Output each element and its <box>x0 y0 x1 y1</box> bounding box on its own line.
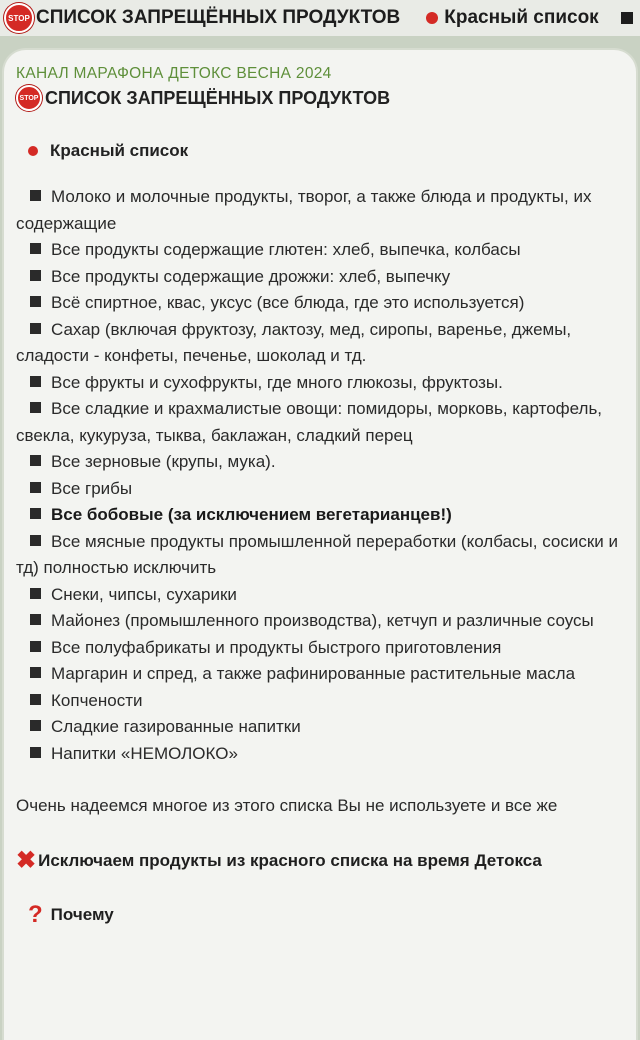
list-item: Сладкие газированные напитки <box>16 714 626 741</box>
square-bullet-icon <box>30 588 41 599</box>
list-item: Все продукты содержащие дрожжи: хлеб, выпечку <box>16 264 626 291</box>
square-bullet-icon <box>30 323 41 334</box>
list-item: Копчености <box>16 688 626 715</box>
list-item: Маргарин и спред, а также рафинированные растительные масла <box>16 661 626 688</box>
square-bullet-icon <box>30 694 41 705</box>
exclude-notice <box>16 849 626 873</box>
list-item: Все грибы <box>16 476 626 503</box>
forbidden-products-list <box>16 184 626 767</box>
list-item: Снеки, чипсы, сухарики <box>16 582 626 609</box>
message-card <box>4 50 636 1040</box>
square-bullet-icon <box>30 641 41 652</box>
why-section-title <box>28 903 626 927</box>
list-item: Все фрукты и сухофрукты, где много глюкозы, фруктозы. <box>16 370 626 397</box>
list-item-highlighted: Все бобовые (за исключением вегетарианцев!) <box>16 502 626 529</box>
square-bullet-icon <box>30 190 41 201</box>
square-bullet-icon <box>621 12 633 24</box>
list-item: Все полуфабрикаты и продукты быстрого приготовления <box>16 635 626 662</box>
stop-sign-icon: STOP <box>4 3 34 33</box>
why-text: Почему <box>50 905 114 924</box>
list-item: Всё спиртное, квас, уксус (все блюда, где это используется) <box>16 290 626 317</box>
stop-sign-icon: STOP <box>16 85 42 111</box>
square-bullet-icon <box>30 243 41 254</box>
red-question-mark-icon: ? <box>28 901 43 928</box>
channel-name[interactable]: КАНАЛ МАРАФОНА ДЕТОКС ВЕСНА 2024 <box>16 65 332 82</box>
list-item: Напитки «НЕМОЛОКО» <box>16 741 626 768</box>
list-item: Все сладкие и крахмалистые овощи: помидоры, морковь, картофель, свекла, кукуруза, тыква, баклажан, сладкий перец <box>16 399 603 445</box>
list-item: Молоко и молочные продукты, творог, а также блюда и продукты, их содержащие <box>16 187 592 233</box>
square-bullet-icon <box>30 482 41 493</box>
header-title: СПИСОК ЗАПРЕЩЁННЫХ ПРОДУКТОВ <box>36 7 401 28</box>
list-item: Все мясные продукты промышленной переработки (колбасы, сосиски и тд) полностью исключить <box>16 531 618 577</box>
list-item: Все продукты содержащие глютен: хлеб, выпечка, колбасы <box>16 237 626 264</box>
list-item: Все зерновые (крупы, мука). <box>16 449 626 476</box>
square-bullet-icon <box>30 667 41 678</box>
square-bullet-icon <box>30 535 41 546</box>
square-bullet-icon <box>30 402 41 413</box>
square-bullet-icon <box>30 508 41 519</box>
pinned-header-bar[interactable] <box>0 0 640 36</box>
red-circle-icon <box>28 146 38 156</box>
square-bullet-icon <box>30 376 41 387</box>
red-circle-icon <box>426 12 438 24</box>
square-bullet-icon <box>30 747 41 758</box>
red-list-title <box>28 141 626 161</box>
square-bullet-icon <box>30 614 41 625</box>
list-item: Майонез (промышленного производства), кетчуп и различные соусы <box>16 608 626 635</box>
red-list-label: Красный список <box>50 141 189 160</box>
closing-note: Очень надеемся многое из этого списка Вы не используете и все же <box>16 796 558 815</box>
post-heading <box>16 85 626 111</box>
square-bullet-icon <box>30 455 41 466</box>
square-bullet-icon <box>30 270 41 281</box>
square-bullet-icon <box>30 720 41 731</box>
list-item: Сахар (включая фруктозу, лактозу, мед, сиропы, варенье, джемы, сладости - конфеты, печенье, шоколад и тд. <box>16 319 572 365</box>
square-bullet-icon <box>30 296 41 307</box>
header-list-label: Красный список <box>444 7 599 28</box>
red-cross-icon: ✖ <box>16 847 37 874</box>
exclude-text: Исключаем продукты из красного списка на время Детокса <box>38 851 542 870</box>
heading-text: СПИСОК ЗАПРЕЩЁННЫХ ПРОДУКТОВ <box>45 87 391 108</box>
